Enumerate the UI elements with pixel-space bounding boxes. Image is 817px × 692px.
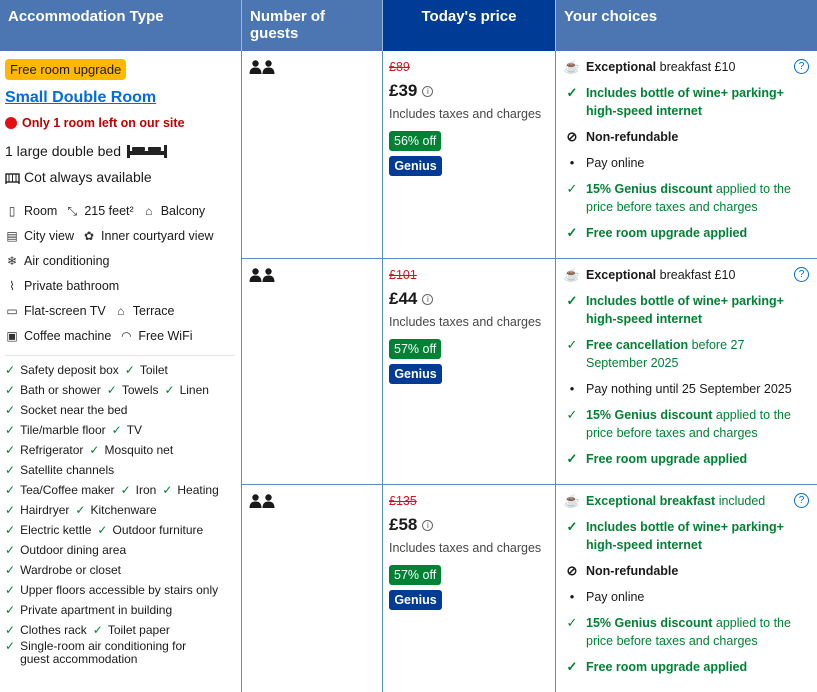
amenity-item: ✓ Towels xyxy=(106,383,159,397)
bullet-icon: • xyxy=(569,381,575,396)
check-icon: ✓ xyxy=(5,603,16,617)
amenity-row xyxy=(5,380,237,400)
facility-item: ❄ Air conditioning xyxy=(6,253,110,268)
genius-badge: Genius xyxy=(389,156,442,176)
breakfast-choice: ☕ Exceptional breakfast £10 xyxy=(563,267,736,282)
cot-info xyxy=(5,169,237,185)
two-persons-icon xyxy=(249,268,275,282)
check-icon: ✓ xyxy=(5,623,16,637)
info-icon[interactable]: i xyxy=(422,520,433,531)
genius-discount: ✓ 15% Genius discount applied to the price before taxes and charges xyxy=(563,180,813,216)
non-refundable-icon: ⊘ xyxy=(566,129,578,144)
breakfast-choice: ☕ Exceptional breakfast £10 xyxy=(563,59,736,74)
facility-row xyxy=(5,223,237,248)
coffee-machine-icon: ▣ xyxy=(6,328,18,343)
question-icon[interactable]: ? xyxy=(794,493,809,508)
facility-item: ✿ Inner courtyard view xyxy=(83,228,214,243)
check-icon: ✓ xyxy=(566,519,578,534)
payment-option: • Pay online xyxy=(563,588,813,606)
facility-item: ⌂ Balcony xyxy=(142,204,205,218)
genius-badge: Genius xyxy=(389,590,442,610)
check-icon: ✓ xyxy=(5,403,16,417)
breakfast-choice: ☕ Exceptional breakfast included xyxy=(563,493,766,508)
check-icon: ✓ xyxy=(106,383,117,397)
column-divider xyxy=(555,51,556,692)
amenity-item: ✓ Toilet xyxy=(124,363,168,377)
facility-item: ⌂ Terrace xyxy=(114,304,175,318)
guest-count xyxy=(249,60,275,77)
original-price: £101 xyxy=(389,268,417,282)
size-icon: ⤡ xyxy=(67,203,78,218)
city-icon: ▤ xyxy=(6,228,18,243)
check-icon: ✓ xyxy=(89,443,100,457)
non-refundable-icon: ⊘ xyxy=(566,563,578,578)
check-icon: ✓ xyxy=(162,483,173,497)
facility-row xyxy=(5,323,237,348)
choices-cell xyxy=(563,58,813,242)
header-your-choices: Your choices xyxy=(556,0,817,51)
amenity-row xyxy=(5,360,237,380)
check-icon: ✓ xyxy=(566,659,578,674)
original-price: £89 xyxy=(389,60,410,74)
tv-icon: ▭ xyxy=(6,303,18,318)
check-icon: ✓ xyxy=(5,583,16,597)
check-icon: ✓ xyxy=(5,503,16,517)
bed-info xyxy=(5,143,237,159)
question-icon[interactable]: ? xyxy=(794,267,809,282)
info-icon[interactable]: i xyxy=(422,86,433,97)
wine-choice: ✓ Includes bottle of wine+ parking+ high-speed internet xyxy=(563,84,813,120)
check-icon: ✓ xyxy=(97,523,108,537)
check-icon: ✓ xyxy=(566,85,578,100)
wine-choice: ✓ Includes bottle of wine+ parking+ high-speed internet xyxy=(563,292,813,328)
amenity-row xyxy=(5,500,237,520)
check-icon: ✓ xyxy=(566,181,578,196)
info-icon[interactable]: i xyxy=(422,294,433,305)
room-info xyxy=(0,51,242,666)
current-price: £39 i xyxy=(389,81,555,101)
amenity-item: ✓ Upper floors accessible by stairs only xyxy=(5,583,219,597)
check-icon: ✓ xyxy=(566,407,578,422)
cancellation-policy: ✓ Free cancellation before 27 September 2025 xyxy=(563,336,813,372)
bed-text: 1 large double bed xyxy=(5,143,121,159)
check-icon: ✓ xyxy=(5,523,16,537)
genius-discount: ✓ 15% Genius discount applied to the price before taxes and charges xyxy=(563,614,813,650)
check-icon: ✓ xyxy=(124,363,135,377)
current-price: £58 i xyxy=(389,515,555,535)
check-icon: ✓ xyxy=(111,423,122,437)
facility-row xyxy=(5,298,237,323)
refund-policy: ⊘ Non-refundable xyxy=(563,562,813,580)
amenity-item: ✓ Kitchenware xyxy=(75,503,157,517)
amenity-item: ✓ Satellite channels xyxy=(5,463,115,477)
facility-item: ⤡ 215 feet² xyxy=(65,204,133,218)
facility-item: ▭ Flat-screen TV xyxy=(6,303,106,318)
bullet-icon: • xyxy=(569,589,575,604)
bathroom-icon: ⌇ xyxy=(9,278,15,293)
amenity-row xyxy=(5,520,237,540)
coffee-cup-icon: ☕ xyxy=(563,59,581,74)
choices-cell xyxy=(563,266,813,468)
wifi-icon: ◠ xyxy=(121,328,132,343)
amenity-item: ✓ Iron xyxy=(120,483,157,497)
amenity-item: ✓ Safety deposit box xyxy=(5,363,119,377)
amenity-item: ✓ Linen xyxy=(164,383,209,397)
discount-badge: 57% off xyxy=(389,565,441,585)
room-icon: ▯ xyxy=(8,203,16,218)
header-number-of-guests: Number of guests xyxy=(242,0,383,51)
payment-option: • Pay nothing until 25 September 2025 xyxy=(563,380,813,398)
bullet-icon: • xyxy=(569,155,575,170)
amenity-item: ✓ Tea/Coffee maker xyxy=(5,483,115,497)
facility-item: ▣ Coffee machine xyxy=(6,328,112,343)
amenity-item: ✓ Single-room air conditioning for guest accommodation xyxy=(5,639,187,666)
check-icon: ✓ xyxy=(5,463,16,477)
discount-badge: 57% off xyxy=(389,339,441,359)
question-icon[interactable]: ? xyxy=(794,59,809,74)
check-icon: ✓ xyxy=(120,483,131,497)
amenity-item: ✓ Wardrobe or closet xyxy=(5,563,121,577)
cot-icon xyxy=(5,171,20,184)
courtyard-icon: ✿ xyxy=(83,228,95,243)
facility-row xyxy=(5,248,237,273)
amenity-row xyxy=(5,640,237,666)
current-price: £44 i xyxy=(389,289,555,309)
room-name-link[interactable]: Small Double Room xyxy=(5,89,157,106)
coffee-cup-icon: ☕ xyxy=(563,493,581,508)
amenity-row xyxy=(5,460,237,480)
two-persons-icon xyxy=(249,60,275,74)
two-persons-icon xyxy=(249,494,275,508)
tax-note: Includes taxes and charges xyxy=(389,107,542,121)
facilities-list xyxy=(5,198,237,348)
upgrade-applied: ✓ Free room upgrade applied xyxy=(563,450,813,468)
amenity-item: ✓ Outdoor dining area xyxy=(5,543,127,557)
row-divider xyxy=(242,484,817,485)
amenity-row xyxy=(5,620,237,640)
amenity-item: ✓ Private apartment in building xyxy=(5,603,173,617)
genius-badge: Genius xyxy=(389,364,442,384)
upgrade-applied: ✓ Free room upgrade applied xyxy=(563,658,813,676)
check-icon: ✓ xyxy=(5,443,16,457)
refund-policy: ⊘ Non-refundable xyxy=(563,128,813,146)
facility-row xyxy=(5,273,237,298)
amenity-row xyxy=(5,540,237,560)
amenity-item: ✓ Outdoor furniture xyxy=(97,523,204,537)
guest-count xyxy=(249,268,275,285)
amenity-item: ✓ Mosquito net xyxy=(89,443,174,457)
upgrade-applied: ✓ Free room upgrade applied xyxy=(563,224,813,242)
amenity-row xyxy=(5,600,237,620)
guest-count xyxy=(249,494,275,511)
amenity-item: ✓ Hairdryer xyxy=(5,503,70,517)
snowflake-icon: ❄ xyxy=(6,253,18,268)
facility-row xyxy=(5,198,237,223)
amenity-row xyxy=(5,440,237,460)
amenity-item: ✓ Socket near the bed xyxy=(5,403,128,417)
amenity-row xyxy=(5,480,237,500)
amenity-item: ✓ Electric kettle xyxy=(5,523,92,537)
amenity-row xyxy=(5,400,237,420)
tax-note: Includes taxes and charges xyxy=(389,541,542,555)
amenity-item: ✓ Toilet paper xyxy=(92,623,170,637)
tax-note: Includes taxes and charges xyxy=(389,315,542,329)
price-cell xyxy=(389,268,555,384)
facility-item: ⌇ Private bathroom xyxy=(5,279,119,293)
amenity-item: ✓ Tile/marble floor xyxy=(5,423,106,437)
facility-item: ▯ Room xyxy=(5,204,57,218)
facility-item: ◠ Free WiFi xyxy=(121,328,193,343)
divider xyxy=(5,355,235,356)
check-icon: ✓ xyxy=(5,383,16,397)
amenity-row xyxy=(5,420,237,440)
check-icon: ✓ xyxy=(5,363,16,377)
red-dot-icon xyxy=(5,117,17,129)
header-todays-price[interactable]: Today's price xyxy=(383,0,556,51)
check-icon: ✓ xyxy=(566,337,578,352)
check-icon: ✓ xyxy=(5,563,16,577)
terrace-icon: ⌂ xyxy=(117,303,125,318)
amenity-item: ✓ Clothes rack xyxy=(5,623,87,637)
check-icon: ✓ xyxy=(5,543,16,557)
amenity-row xyxy=(5,580,237,600)
balcony-icon: ⌂ xyxy=(145,203,153,218)
check-icon: ✓ xyxy=(566,293,578,308)
double-bed-icon xyxy=(126,143,168,159)
facility-item: ▤ City view xyxy=(6,228,75,243)
genius-discount: ✓ 15% Genius discount applied to the price before taxes and charges xyxy=(563,406,813,442)
amenity-item: ✓ Refrigerator xyxy=(5,443,84,457)
wine-choice: ✓ Includes bottle of wine+ parking+ high-speed internet xyxy=(563,518,813,554)
scarcity-notice xyxy=(5,116,237,130)
check-icon: ✓ xyxy=(5,423,16,437)
column-divider xyxy=(382,51,383,692)
amenities-list xyxy=(5,360,237,666)
check-icon: ✓ xyxy=(92,623,103,637)
amenity-item: ✓ TV xyxy=(111,423,143,437)
payment-option: • Pay online xyxy=(563,154,813,172)
scarcity-text: Only 1 room left on our site xyxy=(22,116,185,130)
free-upgrade-badge: Free room upgrade xyxy=(5,59,126,80)
price-cell xyxy=(389,60,555,176)
check-icon: ✓ xyxy=(566,615,578,630)
check-icon: ✓ xyxy=(5,639,16,653)
check-icon: ✓ xyxy=(75,503,86,517)
check-icon: ✓ xyxy=(164,383,175,397)
amenity-item: ✓ Bath or shower xyxy=(5,383,101,397)
choices-cell xyxy=(563,492,813,676)
row-divider xyxy=(242,258,817,259)
check-icon: ✓ xyxy=(566,225,578,240)
check-icon: ✓ xyxy=(5,483,16,497)
price-cell xyxy=(389,494,555,610)
header-accommodation-type: Accommodation Type xyxy=(0,0,242,51)
amenity-item: ✓ Heating xyxy=(162,483,219,497)
cot-text: Cot always available xyxy=(24,169,152,185)
check-icon: ✓ xyxy=(566,451,578,466)
coffee-cup-icon: ☕ xyxy=(563,267,581,282)
discount-badge: 56% off xyxy=(389,131,441,151)
original-price: £135 xyxy=(389,494,417,508)
amenity-row xyxy=(5,560,237,580)
